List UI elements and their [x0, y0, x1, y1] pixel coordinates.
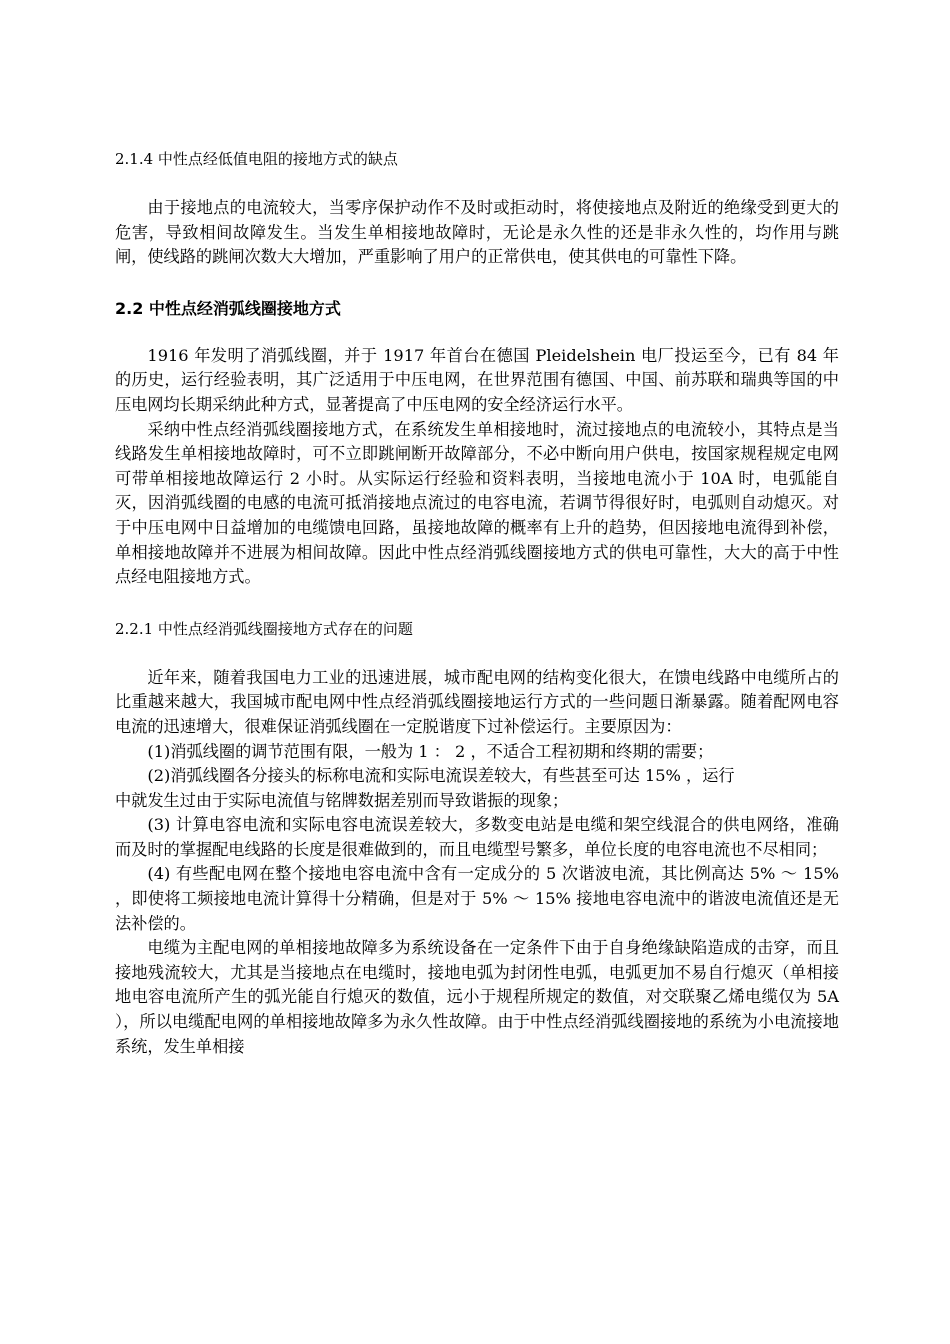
list-item-continuation: 中就发生过由于实际电流值与铭牌数据差别而导致谐振的现象；	[115, 790, 569, 810]
paragraph: 电缆为主配电网的单相接地故障多为系统设备在一定条件下由于自身绝缘缺陷造成的击穿，而且接地残流较大，尤其是当接地点在电缆时，接地电弧为封闭性电弧，电弧更加不易自行熄灭（单相接地电容电流所产生的弧光能自行熄灭的数值，远小于规程所规定的数值，对交联聚乙烯电缆仅为 5A ），所以电缆配电网的单相接地故障多为永久性故障。由于中性点经消弧线圈接地的系统为小电流接地系统，发生单相接	[115, 938, 839, 1056]
section-heading-2-1-4: 2.1.4 中性点经低值电阻的接地方式的缺点	[115, 150, 398, 168]
list-item: (3) 计算电容电流和实际电容电流误差较大，多数变电站是电缆和架空线混合的供电网络，准确而及时的掌握配电线路的长度是很难做到的，而且电缆型号繁多，单位长度的电容电流也不尽相同；	[115, 815, 839, 859]
paragraph: 由于接地点的电流较大，当零序保护动作不及时或拒动时，将使接地点及附近的绝缘受到更大的危害，导致相间故障发生。当发生单相接地故障时，无论是永久性的还是非永久性的，均作用与跳闸，使线路的跳闸次数大大增加，严重影响了用户的正常供电，使其供电的可靠性下降。	[115, 198, 839, 267]
list-item: (1)消弧线圈的调节范围有限，一般为 1 ： 2 ，不适合工程初期和终期的需要；	[147, 741, 714, 761]
spacer	[115, 320, 839, 344]
paragraph: 1916 年发明了消弧线圈，并于 1917 年首台在德国 Pleidelshein 电厂投运至今，已有 84 年的历史，运行经验表明，其广泛适用于中压电网，在世界范围有德国、中国、前苏联和瑞典等国的中压电网均长期采纳此种方式，显著提高了中压电网的安全经济运行水平。	[115, 345, 839, 414]
spacer	[115, 590, 839, 618]
list-item: (2)消弧线圈各分接头的标称电流和实际电流误差较大，有些甚至可达 15% ，运行	[147, 766, 735, 786]
spacer	[115, 170, 839, 196]
spacer	[115, 640, 839, 666]
spacer	[115, 270, 839, 298]
list-item: (4) 有些配电网在整个接地电容电流中含有一定成分的 5 次谐波电流，其比例高达 5% ～ 15% ，即使将工频接地电流计算得十分精确，但是对于 5% ～ 15% 接地电容电流中的谐波电流值还是无法补偿的。	[115, 864, 839, 933]
paragraph: 近年来，随着我国电力工业的迅速进展，城市配电网的结构变化很大，在馈电线路中电缆所占的比重越来越大，我国城市配电网中性点经消弧线圈接地运行方式的一些问题日渐暴露。随着配网电容电流的迅速增大，很难保证消弧线圈在一定脱谐度下过补偿运行。主要原因为：	[115, 667, 839, 736]
section-heading-2-2: 2.2 中性点经消弧线圈接地方式	[115, 298, 341, 318]
section-heading-2-2-1: 2.2.1 中性点经消弧线圈接地方式存在的问题	[115, 619, 413, 638]
paragraph: 采纳中性点经消弧线圈接地方式，在系统发生单相接地时，流过接地点的电流较小，其特点是当线路发生单相接地故障时，可不立即跳闸断开故障部分，不必中断向用户供电，按国家规程规定电网可带单相接地故障运行 2 小时。从实际运行经验和资料表明，当接地电流小于 10A 时，电弧能自灭，因消弧线圈的电感的电流可抵消接地点流过的电容电流，若调节得很好时，电弧则自动熄灭。对于中压电网中日益增加的电缆馈电回路，虽接地故障的概率有上升的趋势，但因接地电流得到补偿，单相接地故障并不进展为相间故障。因此中性点经消弧线圈接地方式的供电可靠性，大大的高于中性点经电阻接地方式。	[115, 419, 839, 587]
document-page	[115, 148, 839, 1059]
